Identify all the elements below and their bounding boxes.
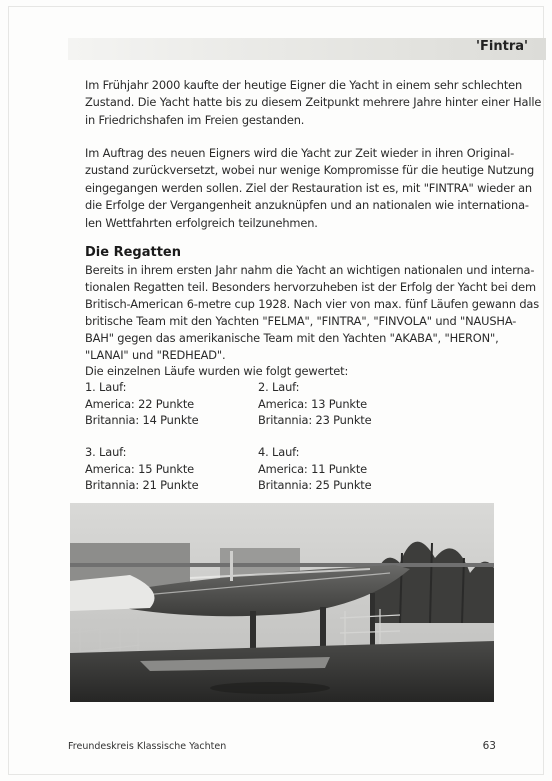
paragraph-line: eingegangen werden sollen. Ziel der Restauration ist es, mit "FINTRA" wieder an xyxy=(85,180,532,195)
result-lauf-3 xyxy=(85,444,198,494)
paragraph-line: Die einzelnen Läufe wurden wie folgt gewertet: xyxy=(85,364,349,379)
result-america: America: 11 Punkte xyxy=(258,461,368,476)
section-heading: Die Regatten xyxy=(85,245,181,260)
paragraph-line: Bereits in ihrem ersten Jahr nahm die Yacht an wichtigen nationalen und interna- xyxy=(85,263,535,277)
footer-publisher: Freundeskreis Klassische Yachten xyxy=(68,741,227,752)
result-britannia: Britannia: 14 Punkte xyxy=(85,413,199,427)
paragraph-line: "LANAI" und "REDHEAD". xyxy=(85,347,226,362)
result-britannia: Britannia: 23 Punkte xyxy=(258,413,372,427)
result-lauf-4 xyxy=(258,444,371,494)
paragraph-line: die Erfolge der Vergangenheit anzuknüpfen und an nationalen wie internationa- xyxy=(85,198,529,213)
result-label: 4. Lauf: xyxy=(258,445,300,459)
paragraph-line: Britisch-American 6-metre cup 1928. Nach vier von max. fünf Läufen gewann das xyxy=(85,296,540,311)
yacht-photo-illustration xyxy=(70,503,494,702)
result-label: 3. Lauf: xyxy=(85,445,127,459)
result-america: America: 22 Punkte xyxy=(85,396,195,411)
result-britannia: Britannia: 21 Punkte xyxy=(85,478,199,492)
paragraph-line: len Wettfahrten erfolgreich teilzunehmen. xyxy=(85,215,318,230)
page-number: 63 xyxy=(482,740,496,752)
result-lauf-2 xyxy=(258,379,371,429)
header-band xyxy=(68,38,546,60)
paragraph-line: Im Auftrag des neuen Eigners wird die Yacht zur Zeit wieder in ihren Original- xyxy=(85,146,515,160)
paragraph-2 xyxy=(85,145,535,232)
result-label: 2. Lauf: xyxy=(258,380,300,394)
paragraph-line: britische Team mit den Yachten "FELMA", "FINTRA", "FINVOLA" und "NAUSHA- xyxy=(85,313,517,328)
paragraph-line: in Friedrichshafen im Freien gestanden. xyxy=(85,112,305,127)
yacht-photo xyxy=(70,503,494,702)
paragraph-line: tionalen Regatten teil. Besonders hervorzuheben ist der Erfolg der Yacht bei dem xyxy=(85,279,536,294)
paragraph-line: zustand zurückversetzt, wobei nur wenige Kompromisse für die heutige Nutzung xyxy=(85,163,535,178)
result-label: 1. Lauf: xyxy=(85,380,127,394)
result-lauf-1 xyxy=(85,379,198,429)
result-america: America: 13 Punkte xyxy=(258,396,368,411)
paragraph-line: Zustand. Die Yacht hatte bis zu diesem Zeitpunkt mehrere Jahre hinter einer Halle xyxy=(85,95,542,110)
running-head: 'Fintra' xyxy=(476,39,528,54)
paragraph-line: BAH" gegen das amerikanische Team mit den Yachten "AKABA", "HERON", xyxy=(85,330,499,345)
paragraph-1 xyxy=(85,77,542,129)
result-britannia: Britannia: 25 Punkte xyxy=(258,478,372,492)
result-america: America: 15 Punkte xyxy=(85,461,195,476)
section-body xyxy=(85,262,540,380)
paragraph-line: Im Frühjahr 2000 kaufte der heutige Eigner die Yacht in einem sehr schlechten xyxy=(85,78,523,92)
